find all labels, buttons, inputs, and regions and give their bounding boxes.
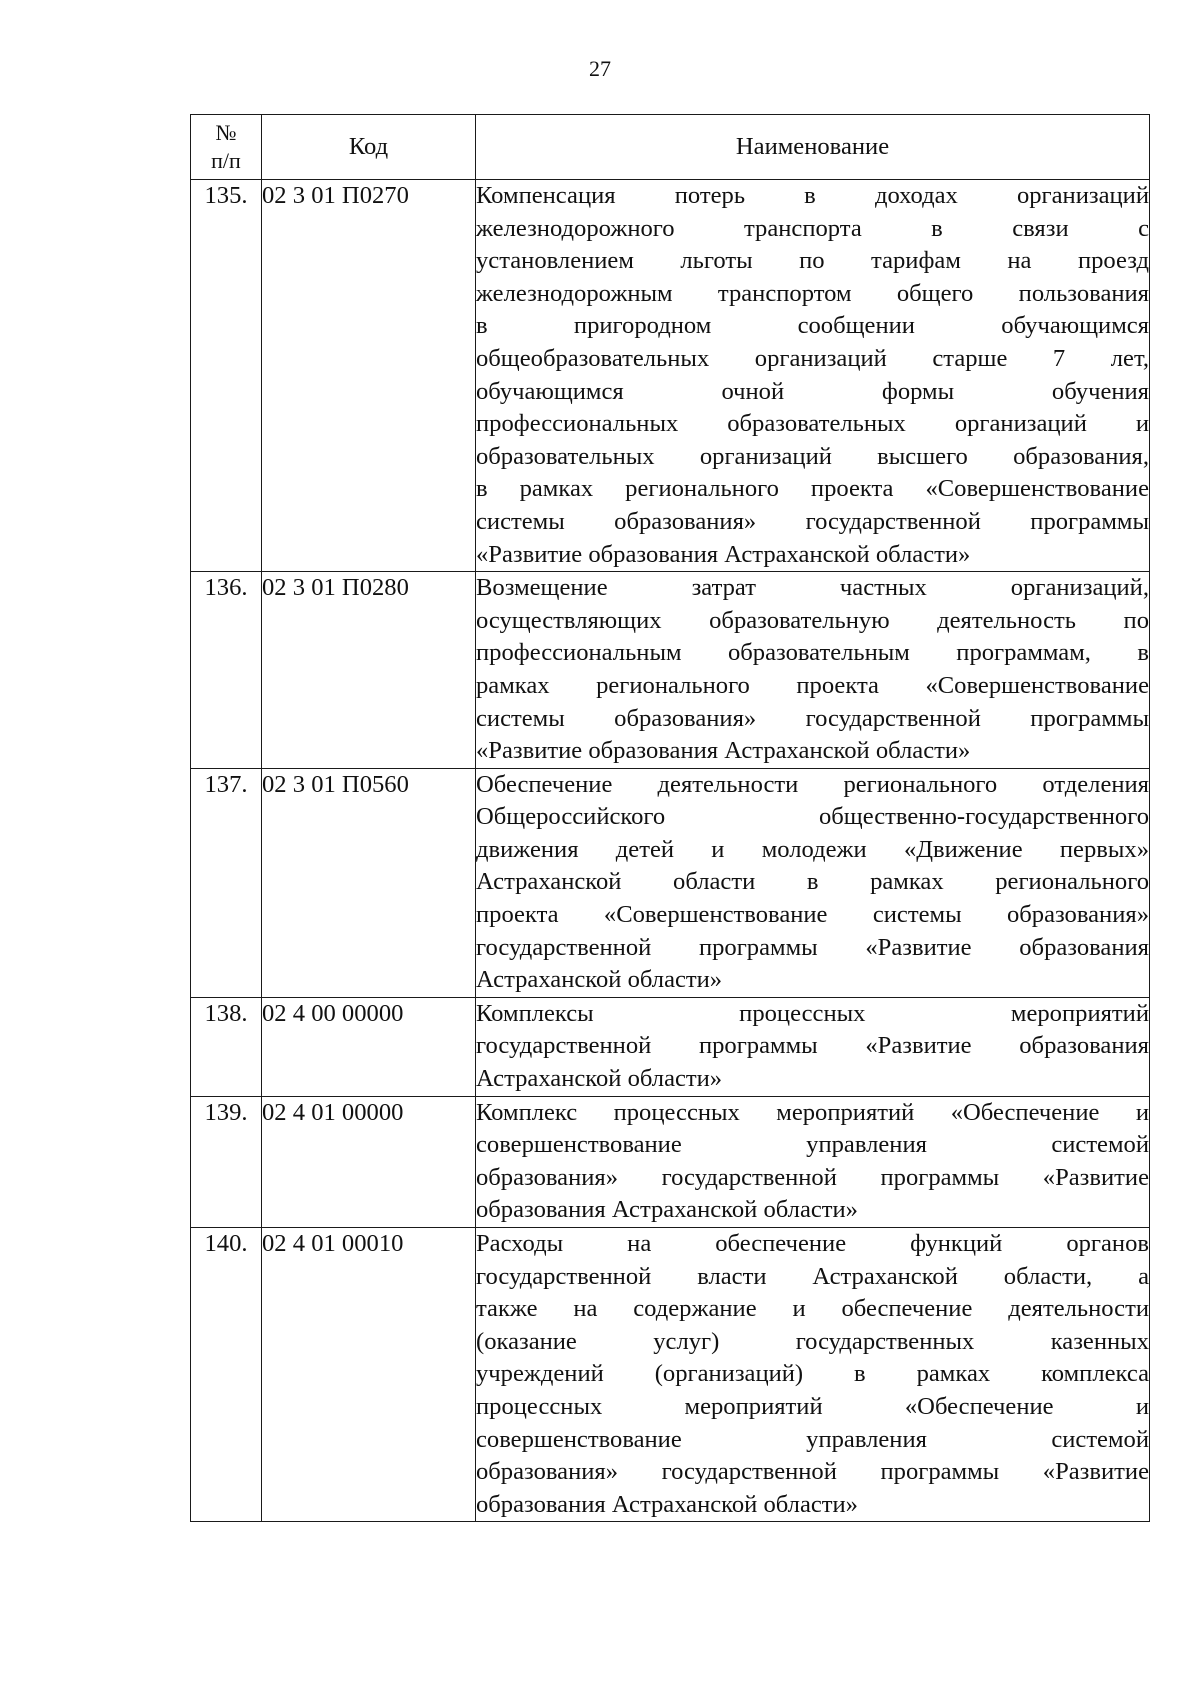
row-name-line: образования» государственной программы «Развитие xyxy=(476,1458,1149,1486)
row-name-line: системы образования» государственной программы xyxy=(476,704,1149,732)
row-name-line: Астраханской области» xyxy=(476,966,723,994)
table-row xyxy=(191,180,1150,572)
header-name: Наименование xyxy=(476,115,1150,180)
row-name-line: процессных мероприятий «Обеспечение и xyxy=(476,1392,1149,1420)
row-name-line: Астраханской области в рамках регионального xyxy=(476,868,1149,896)
row-name-line: рамках регионального проекта «Совершенствование xyxy=(476,671,1149,699)
row-name-line: установлением льготы по тарифам на проезд xyxy=(476,247,1149,275)
row-name-line: образования» государственной программы «Развитие xyxy=(476,1163,1149,1191)
row-name-line: государственной власти Астраханской области, а xyxy=(476,1262,1149,1290)
row-name xyxy=(476,1096,1150,1227)
row-name-line: «Развитие образования Астраханской области» xyxy=(476,737,971,765)
row-name xyxy=(476,1228,1150,1522)
header-number xyxy=(191,115,262,180)
row-number: 139. xyxy=(191,1096,262,1227)
row-name-line: (оказание услуг) государственных казенных xyxy=(476,1327,1149,1355)
header-code: Код xyxy=(262,115,476,180)
row-number: 138. xyxy=(191,997,262,1096)
row-code: 02 4 01 00010 xyxy=(262,1228,476,1522)
row-name-line: обучающимся очной формы обучения xyxy=(476,377,1149,405)
row-code: 02 4 01 00000 xyxy=(262,1096,476,1227)
row-number: 136. xyxy=(191,572,262,769)
row-number: 137. xyxy=(191,768,262,997)
budget-code-table xyxy=(190,114,1150,1522)
header-number-sign: № xyxy=(215,120,237,145)
row-code: 02 4 00 00000 xyxy=(262,997,476,1096)
row-name-line: совершенствование управления системой xyxy=(476,1425,1149,1453)
row-name-line: в пригородном сообщении обучающимся xyxy=(476,312,1149,340)
row-name-line: системы образования» государственной программы xyxy=(476,507,1149,535)
row-name-line: Астраханской области» xyxy=(476,1065,723,1093)
row-name-line: «Развитие образования Астраханской области» xyxy=(476,540,971,568)
row-name-line: проекта «Совершенствование системы образования» xyxy=(476,901,1149,929)
row-name-line: Компенсация потерь в доходах организаций xyxy=(476,182,1149,209)
row-name-line: Расходы на обеспечение функций органов xyxy=(476,1230,1149,1257)
row-name-line: образования Астраханской области» xyxy=(476,1196,858,1224)
row-name-line: железнодорожного транспорта в связи с xyxy=(476,214,1149,242)
row-name-line: Возмещение затрат частных организаций, xyxy=(476,574,1149,602)
row-name-line: железнодорожным транспортом общего пользования xyxy=(476,279,1149,307)
row-code: 02 3 01 П0280 xyxy=(262,572,476,769)
row-name-line: образования Астраханской области» xyxy=(476,1490,858,1518)
row-name-line: профессиональных образовательных организаций и xyxy=(476,410,1149,438)
row-name-line: образовательных организаций высшего образования, xyxy=(476,442,1149,470)
row-name-line: в рамках регионального проекта «Совершенствование xyxy=(476,475,1149,503)
table-row xyxy=(191,1228,1150,1522)
row-number: 140. xyxy=(191,1228,262,1522)
row-name xyxy=(476,180,1150,572)
page-number: 27 xyxy=(589,56,611,81)
row-name-line: движения детей и молодежи «Движение первых» xyxy=(476,835,1149,863)
row-name xyxy=(476,572,1150,769)
row-name-line: Комплексы процессных мероприятий xyxy=(476,999,1149,1027)
row-code: 02 3 01 П0560 xyxy=(262,768,476,997)
row-name-line: совершенствование управления системой xyxy=(476,1131,1149,1159)
header-number-abbrev: п/п xyxy=(211,148,241,173)
row-name-line: профессиональным образовательным программам, в xyxy=(476,639,1149,667)
row-name xyxy=(476,768,1150,997)
row-name-line: государственной программы «Развитие образования xyxy=(476,933,1149,961)
table-row xyxy=(191,1096,1150,1227)
table-row xyxy=(191,997,1150,1096)
row-name-line: Комплекс процессных мероприятий «Обеспечение и xyxy=(476,1098,1149,1126)
row-name xyxy=(476,997,1150,1096)
row-name-line: также на содержание и обеспечение деятельности xyxy=(476,1295,1149,1323)
row-code: 02 3 01 П0270 xyxy=(262,180,476,572)
row-name-line: учреждений (организаций) в рамках комплекса xyxy=(476,1360,1149,1388)
row-name-line: государственной программы «Развитие образования xyxy=(476,1032,1149,1060)
row-name-line: общеобразовательных организаций старше 7 лет, xyxy=(476,344,1149,372)
row-name-line: Общероссийского общественно-государственного xyxy=(476,803,1149,831)
row-number: 135. xyxy=(191,180,262,572)
row-name-line: Обеспечение деятельности регионального отделения xyxy=(476,770,1149,798)
table-row xyxy=(191,768,1150,997)
row-name-line: осуществляющих образовательную деятельность по xyxy=(476,606,1149,634)
table-row xyxy=(191,572,1150,769)
table-body xyxy=(191,180,1150,1522)
table-header-row xyxy=(191,115,1150,180)
